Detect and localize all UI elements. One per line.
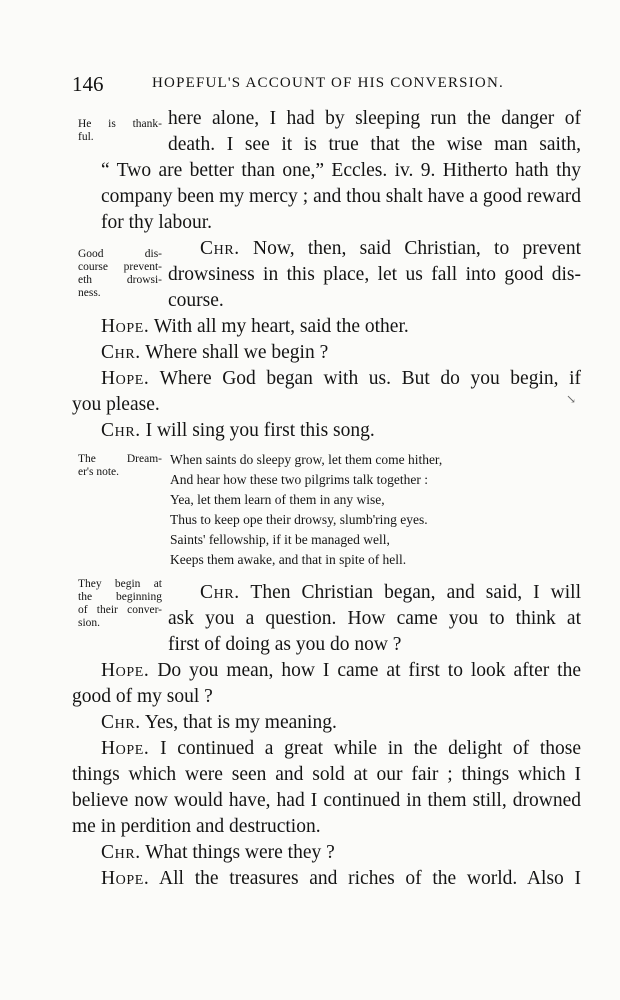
text-line: you please. [72,394,160,415]
page-header [72,72,592,98]
line-text: Where shall we begin ? [140,342,329,363]
line-text: Yes, that is my meaning. [140,712,337,733]
margin-note-line: eth drowsi- [78,274,162,286]
printer-mark: ↘ [566,392,577,406]
verse-line: Thus to keep ope their drowsy, slumb'ring eyes. [170,512,428,527]
text-line: “ Two are better than one,” Eccles. iv. 9. Hitherto hath thy [101,160,581,181]
text-line [200,236,581,262]
text-line: me in perdition and destruction. [72,816,321,837]
line-text: Then Christian began, and said, I will [239,582,581,603]
verse-line: Yea, let them learn of them in any wise, [170,492,385,507]
page-number: 146 [72,72,104,96]
text-line [101,340,581,366]
margin-note-line: the beginning [78,591,162,603]
running-head: HOPEFUL'S ACCOUNT OF HIS CONVERSION. [152,75,504,91]
line-text: What things were they ? [140,842,335,863]
speaker-label: Chr. [101,420,141,441]
text-line [101,736,581,762]
verse-line: And hear how these two pilgrims talk together : [170,472,428,487]
margin-note-line: ful. [78,131,94,143]
text-line: believe now would have, had I continued in them still, drowned [72,790,581,811]
line-text: I continued a great while in the delight of those [149,738,581,759]
speaker-label: Chr. [200,238,240,259]
text-line [101,366,581,392]
text-line: good of my soul ? [72,686,213,707]
verse-line: Saints' fellowship, if it be managed well, [170,532,390,547]
margin-note-line: er's note. [78,466,120,478]
text-line: company been my mercy ; and thou shalt have a good reward [101,186,581,207]
line-text: I will sing you first this song. [140,420,375,441]
margin-note-line: sion. [78,617,101,629]
text-line: course. [168,290,224,311]
speaker-label: Chr. [101,342,141,363]
text-line [101,658,581,684]
text-line: drowsiness in this place, let us fall into good dis- [168,264,581,285]
text-line: ask you a question. How came you to think at [168,608,581,629]
speaker-label: Hope. [101,660,150,681]
text-line [101,710,581,736]
text-line: here alone, I had by sleeping run the danger of [168,108,581,129]
verse-line: Keeps them awake, and that in spite of hell. [170,552,407,567]
line-text: With all my heart, said the other. [149,316,409,337]
line-text: Now, then, said Christian, to prevent [239,238,581,259]
speaker-label: Hope. [101,738,150,759]
text-line [200,580,581,606]
speaker-label: Chr. [101,712,141,733]
text-line: for thy labour. [101,212,213,233]
line-text: Do you mean, how I came at first to look after the [149,660,581,681]
margin-note-line: They begin at [78,578,162,590]
margin-note [78,248,162,300]
verse-line: When saints do sleepy grow, let them come hither, [170,452,443,467]
text-line [101,840,581,866]
text-line [101,314,581,340]
margin-note-line: of their conver- [78,604,162,616]
text-line [101,866,581,892]
margin-note-line: course prevent- [78,261,162,273]
speaker-label: Chr. [200,582,240,603]
margin-note-line: Good dis- [78,248,162,260]
text-line: first of doing as you do now ? [168,634,402,655]
text-line: death. I see it is true that the wise man saith, [168,134,581,155]
speaker-label: Hope. [101,316,150,337]
speaker-label: Hope. [101,368,150,389]
speaker-label: Hope. [101,868,150,889]
speaker-label: Chr. [101,842,141,863]
margin-note [78,453,162,479]
text-line: things which were seen and sold at our fair ; things which I [72,764,581,785]
text-line [101,418,581,444]
line-text: Where God began with us. But do you begin, if [149,368,581,389]
margin-note [78,118,162,144]
margin-note-line: He is thank- [78,118,162,130]
margin-note-line: The Dream- [78,453,162,465]
margin-note [78,578,162,630]
line-text: All the treasures and riches of the world. Also I [149,868,581,889]
margin-note-line: ness. [78,287,101,299]
